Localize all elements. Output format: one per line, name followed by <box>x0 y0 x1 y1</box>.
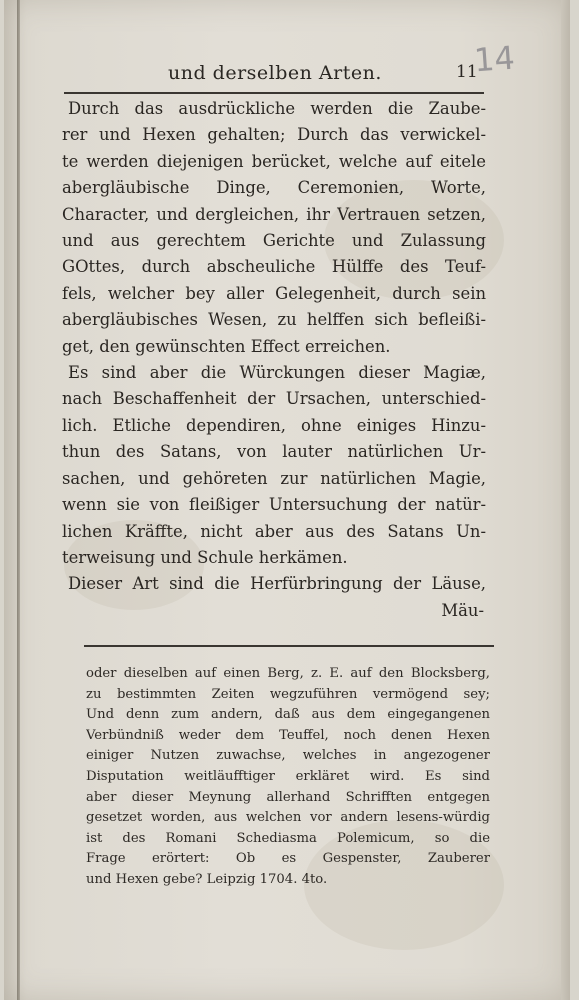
text-line: Dieser Art sind die Herfürbringung der Läuse, <box>68 574 486 594</box>
footnote-line: Frage erörtert: Ob es Gespenster, Zauberer <box>86 851 490 867</box>
text-line: fels, welcher bey aller Gelegenheit, durch sein <box>62 283 486 303</box>
text-line: rer und Hexen gehalten; Durch das verwickel- <box>62 125 486 145</box>
main-text <box>62 96 486 624</box>
page-edge <box>561 0 570 1000</box>
text-line: lichen Kräffte, nicht aber aus des Satans Un- <box>62 521 486 541</box>
text-line: Character, und dergleichen, ihr Vertrauen setzen, <box>62 204 486 224</box>
text-line: nach Beschaffenheit der Ursachen, unterschied- <box>62 389 486 409</box>
handwritten-folio-number: 14 <box>472 38 516 80</box>
text-line: thun des Satans, von lauter natürlichen Ur- <box>62 442 486 462</box>
text-line: Es sind aber die Würckungen dieser Magiæ, <box>68 363 486 383</box>
footnote-line: gesetzet worden, aus welchen vor andern lesens-würdig <box>86 810 490 826</box>
text-line: terweisung und Schule herkämen. <box>62 547 348 567</box>
page-number: 11 <box>456 62 478 82</box>
text-line: und aus gerechtem Gerichte und Zulassung <box>62 231 486 251</box>
binding-gutter <box>17 0 20 1000</box>
text-line: abergläubische Dinge, Ceremonien, Worte, <box>62 178 486 198</box>
catchword: Mäu- <box>441 600 484 620</box>
text-line: abergläubisches Wesen, zu helffen sich befleißi- <box>62 310 486 330</box>
text-line: wenn sie von fleißiger Untersuchung der natür- <box>62 495 486 515</box>
footnote-line: einiger Nutzen zuwachse, welches in angezogener <box>86 748 490 764</box>
page-header <box>64 60 494 88</box>
text-line: GOttes, durch abscheuliche Hülffe des Teuf- <box>62 257 486 277</box>
footnote-line: zu bestimmten Zeiten wegzuführen vermögend sey; <box>86 686 490 702</box>
text-line: te werden diejenigen berücket, welche auf eitele <box>62 151 486 171</box>
footnote-line: Disputation weitläufftiger erkläret wird. Es sind <box>86 768 490 784</box>
running-title: und derselben Arten. <box>168 62 382 84</box>
footnote-line: ist des Romani Schediasma Polemicum, so die <box>86 830 490 846</box>
book-page <box>4 0 570 1000</box>
text-line: lich. Etliche dependiren, ohne einiges Hinzu- <box>62 415 486 435</box>
footnote-line: aber dieser Meynung allerhand Schrifften entgegen <box>86 789 490 805</box>
footnote <box>86 664 490 891</box>
text-line: Durch das ausdrückliche werden die Zaube- <box>68 99 486 118</box>
text-line: sachen, und gehöreten zur natürlichen Magie, <box>62 468 486 488</box>
header-rule <box>64 92 484 94</box>
text-line: get, den gewünschten Effect erreichen. <box>62 336 391 356</box>
footnote-line: oder dieselben auf einen Berg, z. E. auf den Blocksberg, <box>86 666 490 681</box>
footnote-rule <box>84 645 494 647</box>
footnote-line: und Hexen gebe? Leipzig 1704. 4to. <box>86 871 328 887</box>
footnote-line: Verbündniß weder dem Teuffel, noch denen Hexen <box>86 727 490 743</box>
footnote-line: Und denn zum andern, daß aus dem eingegangenen <box>86 707 490 723</box>
